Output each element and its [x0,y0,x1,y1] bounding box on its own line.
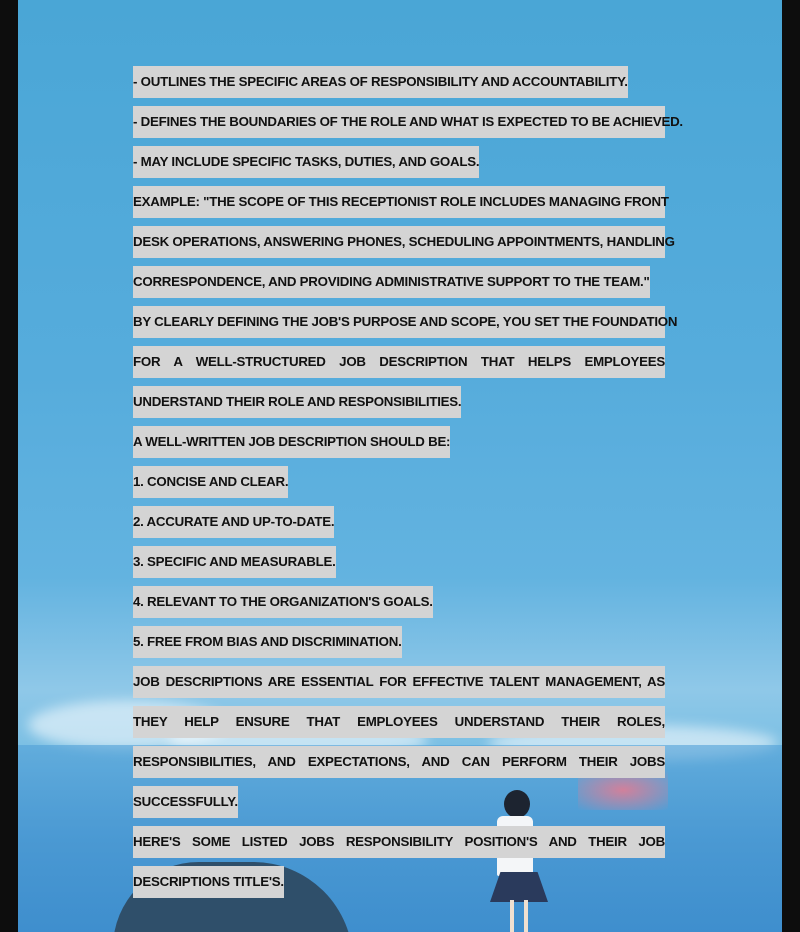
text-line-content: DESCRIPTIONS TITLE'S. [133,866,284,898]
text-line-content: 3. SPECIFIC AND MEASURABLE. [133,546,336,578]
text-line-content: RESPONSIBILITIES, AND EXPECTATIONS, AND CAN PERFORM THEIR JOBS [133,746,665,778]
text-line [133,346,665,378]
text-line [133,186,669,218]
text-line [133,546,665,578]
text-line-content: UNDERSTAND THEIR ROLE AND RESPONSIBILITIES. [133,386,461,418]
text-line-content: A WELL-WRITTEN JOB DESCRIPTION SHOULD BE: [133,426,450,458]
text-line [133,306,678,338]
text-line-content: 5. FREE FROM BIAS AND DISCRIMINATION. [133,626,402,658]
text-line-content: - MAY INCLUDE SPECIFIC TASKS, DUTIES, AND GOALS. [133,146,479,178]
text-line [133,746,665,778]
document-page[interactable] [18,0,782,932]
text-line-content: THEY HELP ENSURE THAT EMPLOYEES UNDERSTAND THEIR ROLES, [133,706,665,738]
text-line [133,466,665,498]
text-line-content: 4. RELEVANT TO THE ORGANIZATION'S GOALS. [133,586,433,618]
text-line [133,706,665,738]
text-line [133,666,665,698]
text-line [133,266,665,298]
text-line [133,826,665,858]
text-line-content: 1. CONCISE AND CLEAR. [133,466,288,498]
text-line-content: DESK OPERATIONS, ANSWERING PHONES, SCHEDULING APPOINTMENTS, HANDLING [133,226,665,258]
text-line [133,506,665,538]
text-line [133,226,675,258]
text-line [133,66,665,98]
text-line-content: 2. ACCURATE AND UP-TO-DATE. [133,506,334,538]
text-line-content: BY CLEARLY DEFINING THE JOB'S PURPOSE AND SCOPE, YOU SET THE FOUNDATION [133,306,665,338]
text-line [133,786,665,818]
text-line-content: - OUTLINES THE SPECIFIC AREAS OF RESPONSIBILITY AND ACCOUNTABILITY. [133,66,628,98]
text-line-content: - DEFINES THE BOUNDARIES OF THE ROLE AND WHAT IS EXPECTED TO BE ACHIEVED. [133,106,665,138]
text-line-content: SUCCESSFULLY. [133,786,238,818]
text-line [133,146,665,178]
text-block [133,66,683,906]
text-line-content: JOB DESCRIPTIONS ARE ESSENTIAL FOR EFFECTIVE TALENT MANAGEMENT, AS [133,666,665,698]
text-line-content: EXAMPLE: "THE SCOPE OF THIS RECEPTIONIST ROLE INCLUDES MANAGING FRONT [133,186,665,218]
text-line [133,426,665,458]
text-line [133,866,665,898]
text-line-content: FOR A WELL-STRUCTURED JOB DESCRIPTION THAT HELPS EMPLOYEES [133,346,665,378]
text-line [133,106,683,138]
text-line [133,586,665,618]
text-line [133,626,665,658]
text-line-content: CORRESPONDENCE, AND PROVIDING ADMINISTRATIVE SUPPORT TO THE TEAM." [133,266,650,298]
text-line [133,386,665,418]
text-line-content: HERE'S SOME LISTED JOBS RESPONSIBILITY POSITION'S AND THEIR JOB [133,826,665,858]
